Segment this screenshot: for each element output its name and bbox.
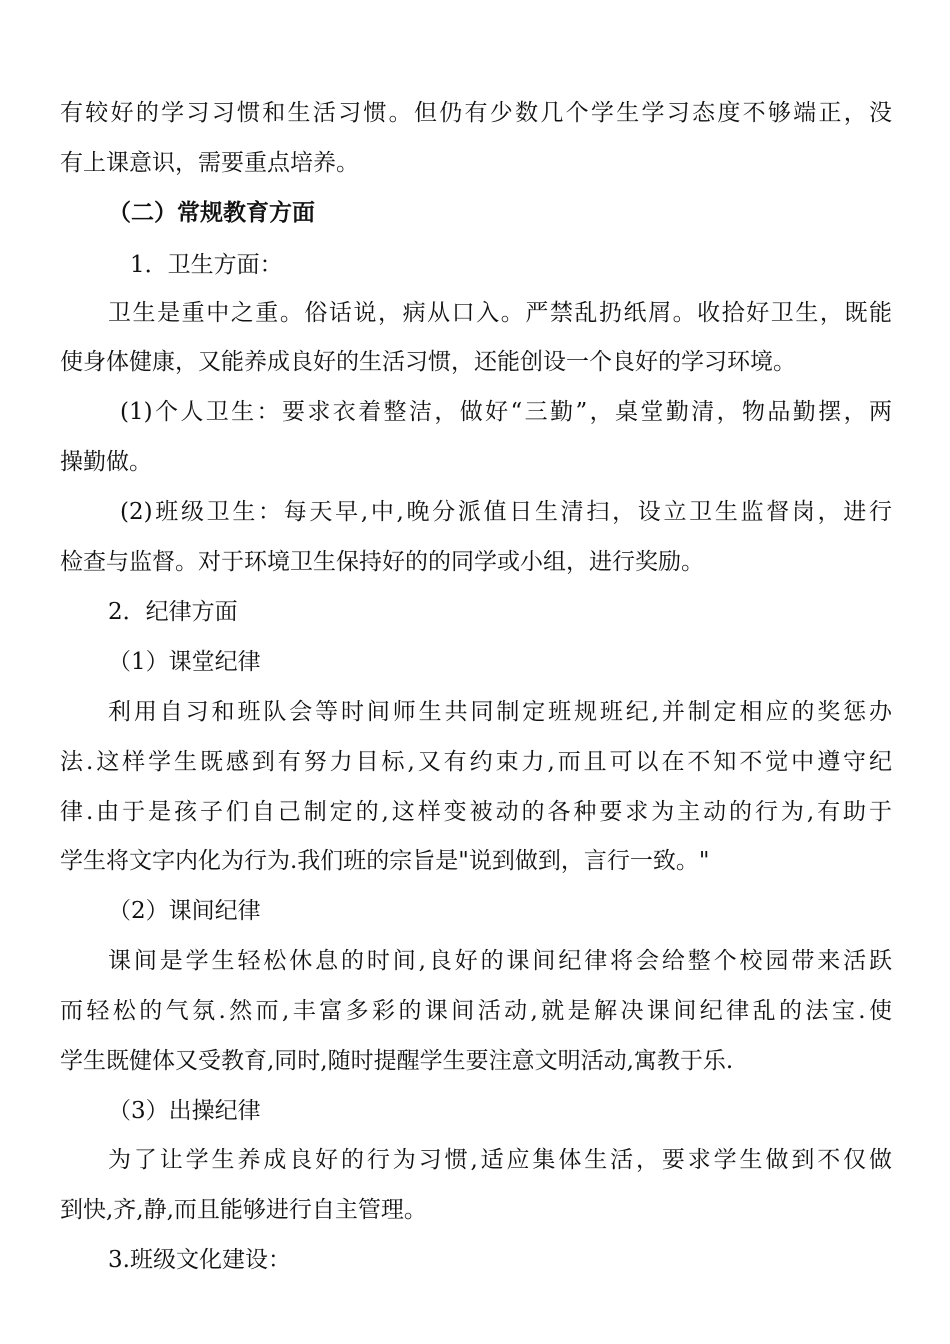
text-line: (2)班级卫生：每天早,中,晚分派值日生清扫，设立卫生监督岗，进行 — [120, 499, 892, 525]
text-line: 到快,齐,静,而且能够进行自主管理。 — [60, 1197, 427, 1223]
subsection-heading: 1．卫生方面： — [130, 252, 283, 278]
text-line: 使身体健康，又能养成良好的生活习惯，还能创设一个良好的学习环境。 — [60, 349, 796, 375]
text-line: 有较好的学习习惯和生活习惯。但仍有少数几个学生学习态度不够端正，没 — [60, 100, 892, 126]
text-line: 学生既健体又受教育,同时,随时提醒学生要注意文明活动,寓教于乐. — [60, 1048, 734, 1074]
text-line: (1)个人卫生：要求衣着整洁，做好“三勤”，桌堂勤清，物品勤摆，两 — [120, 399, 892, 425]
text-line: 而轻松的气氛.然而,丰富多彩的课间活动,就是解决课间纪律乱的法宝.使 — [60, 998, 892, 1024]
subsection-heading: （2）课间纪律 — [108, 898, 261, 924]
text-line: 检查与监督。对于环境卫生保持好的的同学或小组，进行奖励。 — [60, 549, 704, 575]
subsection-heading: 2．纪律方面 — [108, 599, 238, 625]
text-line: 法.这样学生既感到有努力目标,又有约束力,而且可以在不知不觉中遵守纪 — [60, 749, 892, 775]
subsection-heading: 3.班级文化建设： — [108, 1247, 291, 1273]
subsection-heading: （3）出操纪律 — [108, 1098, 261, 1124]
subsection-heading: （1）课堂纪律 — [108, 649, 261, 675]
text-line: 学生将文字内化为行为.我们班的宗旨是"说到做到，言行一致。" — [60, 848, 710, 874]
text-line: 课间是学生轻松休息的时间,良好的课间纪律将会给整个校园带来活跃 — [108, 948, 892, 974]
text-line: 有上课意识，需要重点培养。 — [60, 150, 359, 176]
text-line: 为了让学生养成良好的行为习惯,适应集体生活，要求学生做到不仅做 — [108, 1147, 892, 1173]
text-line: 操勤做。 — [60, 449, 152, 475]
text-line: 利用自习和班队会等时间师生共同制定班规班纪,并制定相应的奖惩办 — [108, 699, 892, 725]
text-line: 卫生是重中之重。俗话说，病从口入。严禁乱扔纸屑。收拾好卫生，既能 — [108, 300, 892, 326]
text-line: 律.由于是孩子们自己制定的,这样变被动的各种要求为主动的行为,有助于 — [60, 799, 892, 825]
section-heading: （二）常规教育方面 — [108, 199, 315, 226]
